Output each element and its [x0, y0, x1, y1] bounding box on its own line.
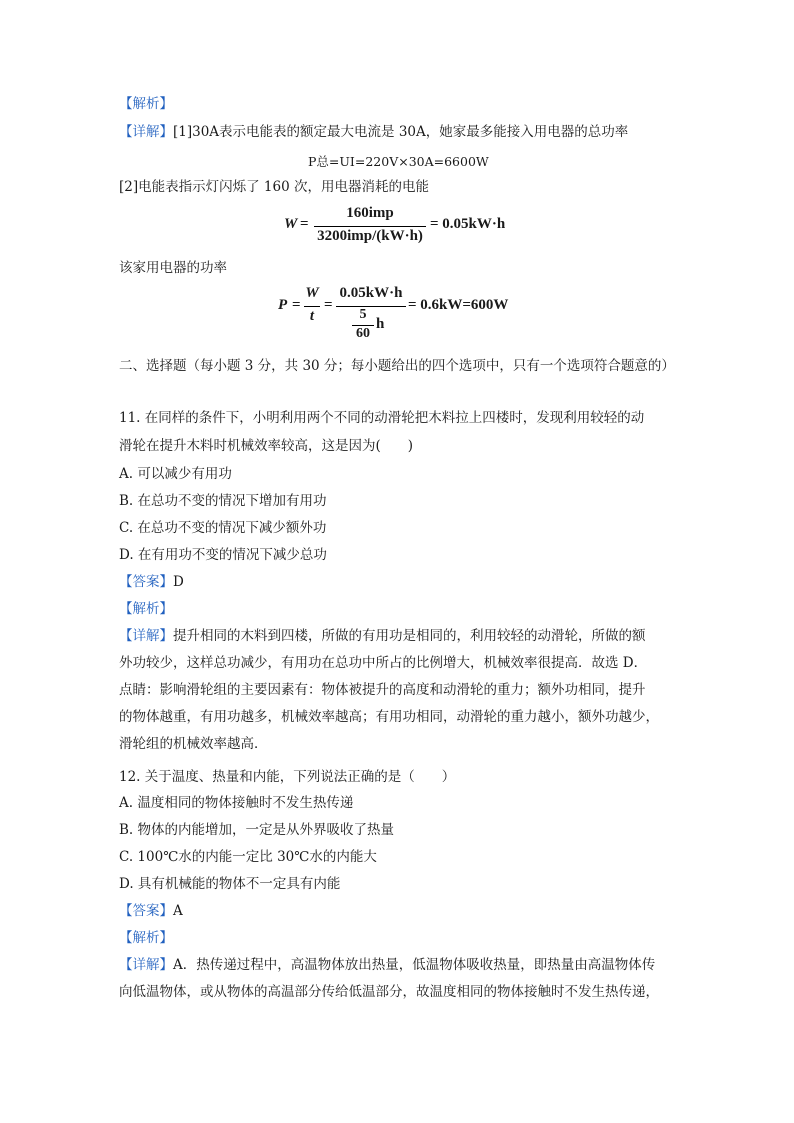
q11-option-b: B. 在总功不变的情况下增加有用功	[119, 493, 327, 509]
eq-equals-2: =	[324, 297, 333, 313]
eq-f1-numerator: W	[305, 285, 319, 301]
q12-option-a: A. 温度相同的物体接触时不发生热传递	[119, 795, 354, 811]
q11-detail-line4: 的物体越重，有用功越多，机械效率越高；有用功相同，动滑轮的重力越小，额外功越少，	[119, 709, 659, 725]
q12-analysis-heading: 【解析】	[119, 930, 173, 946]
eq-f2-small-numerator: 5	[359, 307, 367, 322]
q11-detail-line3: 点睛：影响滑轮组的主要因素有：物体被提升的高度和动滑轮的重力；额外功相同，提升	[119, 682, 646, 698]
eq-numerator: 160imp	[346, 205, 394, 221]
q11-answer	[119, 572, 184, 592]
equation-power	[278, 285, 538, 347]
q11-option-c: C. 在总功不变的情况下减少额外功	[119, 520, 327, 536]
detail-paragraph-2: [2]电能表指示灯闪烁了 160 次，用电器消耗的电能	[119, 179, 429, 195]
q11-analysis-heading: 【解析】	[119, 601, 173, 617]
q11-stem-line2: 滑轮在提升木料时机械效率较高，这是因为( )	[119, 438, 414, 454]
detail-text: 提升相同的木料到四楼，所做的有用功是相同的，利用较轻的动滑轮，所做的额	[173, 628, 646, 644]
q11-stem-line1: 11. 在同样的条件下，小明利用两个不同的动滑轮把木料拉上四楼时，发现利用较轻的动	[119, 410, 645, 426]
q11-option-d: D. 在有用功不变的情况下减少总功	[119, 547, 327, 563]
q11-detail-line5: 滑轮组的机械效率越高．	[119, 736, 268, 752]
eq-equals: =	[292, 297, 301, 313]
q12-option-d: D. 具有机械能的物体不一定具有内能	[119, 876, 341, 892]
fraction-bar	[304, 306, 320, 307]
answer-value: A	[173, 903, 183, 919]
q12-answer	[119, 901, 183, 921]
q12-option-c: C. 100℃水的内能一定比 30℃水的内能大	[119, 849, 377, 865]
q12-detail-line2: 向低温物体，或从物体的高温部分传给低温部分，故温度相同的物体接触时不发生热传递，	[119, 984, 659, 1000]
answer-label: 【答案】	[119, 903, 173, 919]
answer-value: D	[173, 574, 184, 590]
section-heading: 二、选择题（每小题 3 分，共 30 分；每小题给出的四个选项中，只有一个选项符合题意的）	[119, 358, 675, 374]
eq-rhs: = 0.05kW·h	[430, 216, 506, 232]
q11-detail-line2: 外功较少，这样总功减少，有用功在总功中所占的比例增大，机械效率很提高．故选 D．	[119, 655, 648, 671]
eq-f2-unit: h	[376, 316, 385, 332]
q12-option-b: B. 物体的内能增加，一定是从外界吸收了热量	[119, 822, 395, 838]
analysis-heading: 【解析】	[119, 96, 173, 112]
eq-equals: =	[300, 216, 309, 232]
eq-rhs: = 0.6kW=600W	[408, 297, 509, 313]
q12-stem: 12. 关于温度、热量和内能，下列说法正确的是（ ）	[119, 769, 456, 785]
eq-lhs: P	[278, 297, 288, 313]
eq-denominator: 3200imp/(kW·h)	[317, 228, 423, 244]
detail-paragraph-1	[119, 122, 628, 142]
detail-text: [1]30A表示电能表的额定最大电流是 30A，她家最多能接入用电器的总功率	[173, 124, 629, 140]
eq-f2-small-denominator: 60	[356, 326, 370, 341]
detail-label: 【详解】	[119, 628, 173, 644]
equation-total-power: P总=UI=220V×30A=6600W	[308, 154, 489, 169]
eq-f1-denominator: t	[309, 308, 315, 324]
answer-label: 【答案】	[119, 574, 173, 590]
eq-lhs: W	[284, 216, 298, 232]
q11-detail-line1	[119, 626, 646, 646]
detail-paragraph-3: 该家用电器的功率	[119, 260, 227, 276]
eq-f2-numerator: 0.05kW·h	[339, 285, 403, 301]
detail-label: 【详解】	[119, 957, 173, 973]
q12-detail-line1	[119, 955, 655, 975]
fraction-bar	[314, 226, 426, 227]
detail-label: 【详解】	[119, 124, 173, 140]
equation-energy	[284, 205, 524, 247]
detail-text: A．热传递过程中，高温物体放出热量，低温物体吸收热量，即热量由高温物体传	[173, 957, 656, 973]
q11-option-a: A. 可以减少有用功	[119, 466, 232, 482]
